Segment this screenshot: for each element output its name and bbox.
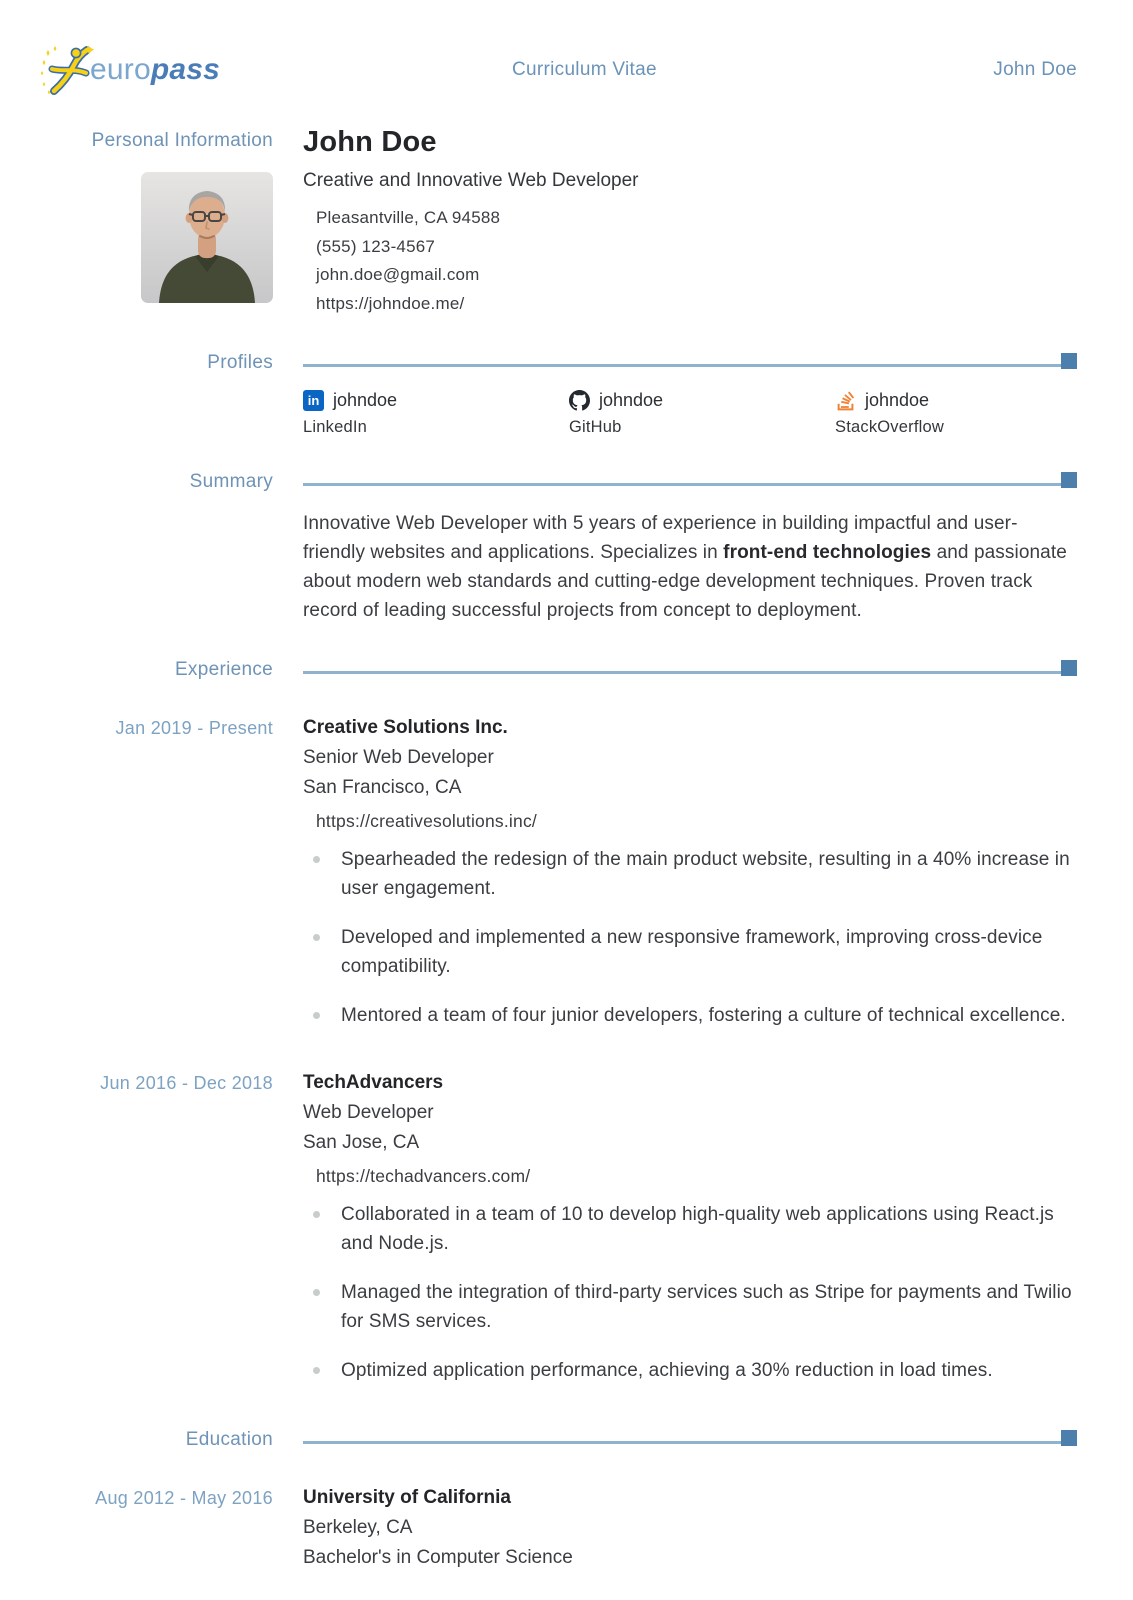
experience-2-role: Web Developer xyxy=(303,1102,434,1123)
github-network-label: GitHub xyxy=(569,418,622,436)
linkedin-icon: in xyxy=(303,390,324,411)
profiles-body xyxy=(40,374,1077,437)
profiles-row xyxy=(303,390,1077,437)
experience-section-header xyxy=(40,659,1077,681)
experience-1-role: Senior Web Developer xyxy=(303,747,494,768)
education-section-header xyxy=(40,1429,1077,1451)
summary-text-bold: front-end technologies xyxy=(723,542,932,563)
github-username[interactable]: johndoe xyxy=(599,390,664,410)
photo-wrapper xyxy=(40,172,273,303)
phone-line: (555) 123-4567 xyxy=(316,236,436,256)
europass-logo xyxy=(40,44,220,96)
experience-2-bullet-list xyxy=(303,1200,1077,1385)
personal-information-section xyxy=(40,126,1077,318)
rule-end-square xyxy=(1061,353,1077,369)
profile-photo xyxy=(141,172,273,303)
person-name: John Doe xyxy=(303,126,437,158)
education-section xyxy=(40,1429,1077,1573)
logo-pass-text: pass xyxy=(150,53,221,86)
personal-information-content xyxy=(303,126,1077,318)
experience-1-company: Creative Solutions Inc. xyxy=(303,717,508,738)
person-job-title: Creative and Innovative Web Developer xyxy=(303,170,639,191)
personal-information-label: Personal Information xyxy=(91,130,273,151)
bullet-item: Collaborated in a team of 10 to develop high-quality web applications using React.js and Node.js. xyxy=(303,1200,1077,1258)
linkedin-network-label: LinkedIn xyxy=(303,418,367,436)
linkedin-username[interactable]: johndoe xyxy=(333,390,398,410)
education-1-content xyxy=(303,1483,1077,1573)
contact-block xyxy=(316,204,1077,318)
profiles-rule xyxy=(303,353,1077,373)
experience-2-company: TechAdvancers xyxy=(303,1072,444,1093)
profile-stackoverflow xyxy=(835,390,1077,437)
summary-section xyxy=(40,471,1077,625)
profiles-section xyxy=(40,352,1077,437)
stackoverflow-username[interactable]: johndoe xyxy=(865,390,930,410)
document-title: Curriculum Vitae xyxy=(511,59,657,80)
experience-1-bullet-list xyxy=(303,845,1077,1030)
education-1-school: University of California xyxy=(303,1487,511,1508)
experience-2-content xyxy=(303,1068,1077,1405)
experience-label: Experience xyxy=(174,659,273,680)
email-line[interactable]: john.doe@gmail.com xyxy=(316,265,480,284)
bullet-item: Managed the integration of third-party services such as Stripe for payments and Twilio for SMS services. xyxy=(303,1278,1077,1336)
summary-body xyxy=(40,493,1077,625)
rule-end-square xyxy=(1061,1430,1077,1446)
experience-2-url[interactable]: https://techadvancers.com/ xyxy=(316,1166,531,1186)
bullet-item: Mentored a team of four junior developers, fostering a culture of technical excellence. xyxy=(303,1001,1077,1030)
stackoverflow-network-label: StackOverflow xyxy=(835,418,944,436)
experience-1-url[interactable]: https://creativesolutions.inc/ xyxy=(316,811,537,831)
github-icon xyxy=(569,390,590,411)
experience-1-content xyxy=(303,713,1077,1050)
europass-wordmark xyxy=(90,53,220,87)
personal-information-left-column xyxy=(40,126,273,318)
experience-rule xyxy=(303,660,1077,680)
bullet-item: Optimized application performance, achieving a 30% reduction in load times. xyxy=(303,1356,1077,1385)
logo-euro-text: euro xyxy=(90,53,151,86)
profiles-label: Profiles xyxy=(207,352,273,373)
education-label: Education xyxy=(185,1429,273,1450)
education-1-dates: Aug 2012 - May 2016 xyxy=(95,1488,273,1508)
summary-rule xyxy=(303,472,1077,492)
summary-text-after: and passionate about modern web standards and cutting-edge development techniques. Proven track record of leading successful projects from concept to deployment. xyxy=(303,542,1067,621)
summary-text-before: Innovative Web Developer with 5 years of experience in building impactful and user-friendly websites and applications. Specializes in xyxy=(303,513,1018,563)
education-1-degree: Bachelor's in Computer Science xyxy=(303,1547,573,1568)
summary-section-header xyxy=(40,471,1077,493)
experience-entry-1 xyxy=(40,713,1077,1050)
experience-2-location: San Jose, CA xyxy=(303,1132,420,1153)
rule-end-square xyxy=(1061,472,1077,488)
profile-github xyxy=(569,390,835,437)
education-1-location: Berkeley, CA xyxy=(303,1517,413,1538)
profiles-section-header xyxy=(40,352,1077,374)
education-entry-1 xyxy=(40,1483,1077,1573)
website-line[interactable]: https://johndoe.me/ xyxy=(316,293,465,313)
experience-section xyxy=(40,659,1077,1405)
experience-1-dates: Jan 2019 - Present xyxy=(115,718,273,738)
profile-linkedin xyxy=(303,390,569,437)
address-line: Pleasantville, CA 94588 xyxy=(316,208,501,227)
bullet-item: Developed and implemented a new responsive framework, improving cross-device compatibility. xyxy=(303,923,1077,981)
education-rule xyxy=(303,1430,1077,1450)
summary-label: Summary xyxy=(189,471,273,492)
page-header xyxy=(40,44,1077,96)
stackoverflow-icon xyxy=(835,390,856,411)
rule-end-square xyxy=(1061,660,1077,676)
header-owner-name: John Doe xyxy=(993,59,1077,80)
summary-paragraph xyxy=(303,509,1077,625)
experience-entry-2 xyxy=(40,1068,1077,1405)
bullet-item: Spearheaded the redesign of the main product website, resulting in a 40% increase in user engagement. xyxy=(303,845,1077,903)
experience-2-dates: Jun 2016 - Dec 2018 xyxy=(100,1073,273,1093)
experience-1-location: San Francisco, CA xyxy=(303,777,462,798)
